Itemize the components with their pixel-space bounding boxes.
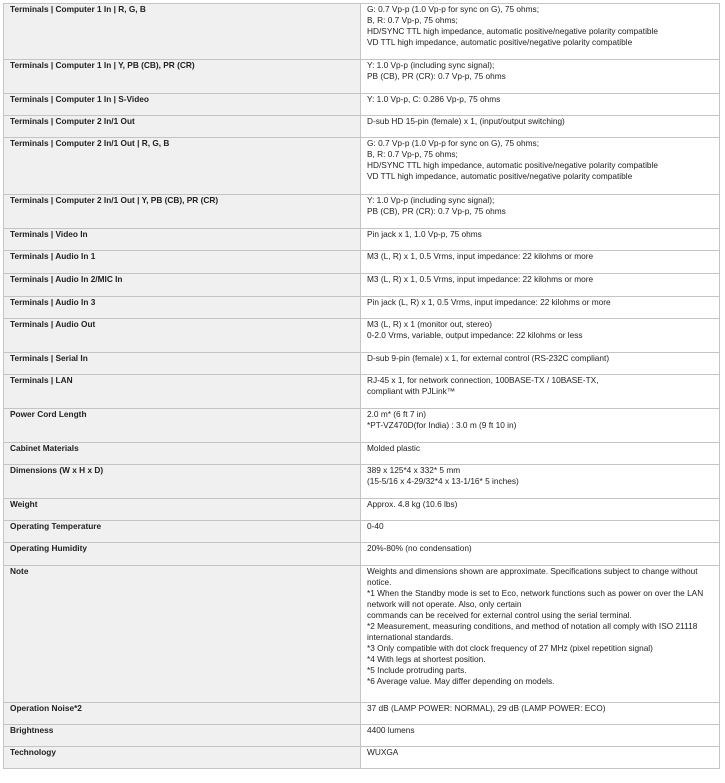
spec-label: Terminals | Video In: [4, 229, 361, 251]
spec-value-line: B, R: 0.7 Vp-p, 75 ohms;: [367, 149, 458, 159]
spec-value: [361, 297, 720, 319]
spec-row: [4, 60, 720, 94]
spec-row: [4, 409, 720, 443]
spec-value-line: (15-5/16 x 4-29/32*4 x 13-1/16* 5 inches): [367, 476, 519, 486]
spec-label: Power Cord Length: [4, 409, 361, 443]
spec-row: [4, 499, 720, 521]
spec-value-line: Y: 1.0 Vp-p (including sync signal);: [367, 195, 495, 205]
spec-row: [4, 297, 720, 319]
spec-label: Terminals | Audio In 1: [4, 251, 361, 274]
spec-row: [4, 543, 720, 566]
spec-value: [361, 229, 720, 251]
spec-table-body: [4, 4, 720, 769]
spec-value-line: PB (CB), PR (CR): 0.7 Vp-p, 75 ohms: [367, 71, 506, 81]
spec-label: Terminals | Audio In 3: [4, 297, 361, 319]
spec-value-line: WUXGA: [367, 747, 399, 757]
spec-value: [361, 94, 720, 116]
spec-value-line: *1 When the Standby mode is set to Eco, network functions such as power on over the LAN network will not operate. Also, only certain: [367, 588, 704, 609]
spec-value: [361, 138, 720, 195]
spec-value: [361, 195, 720, 229]
spec-value-line: 389 x 125*4 x 332* 5 mm: [367, 465, 461, 475]
spec-label: Dimensions (W x H x D): [4, 465, 361, 499]
spec-value-line: *PT-VZ470D(for India) : 3.0 m (9 ft 10 in): [367, 420, 517, 430]
spec-row: [4, 443, 720, 465]
spec-value-line: M3 (L, R) x 1, 0.5 Vrms, input impedance: 22 kilohms or more: [367, 274, 594, 284]
spec-row: [4, 4, 720, 60]
spec-value-line: 2.0 m* (6 ft 7 in): [367, 409, 427, 419]
spec-value-line: Approx. 4.8 kg (10.6 lbs): [367, 499, 458, 509]
spec-label: Terminals | Computer 2 In/1 Out: [4, 116, 361, 138]
spec-value-line: *5 Include protruding parts.: [367, 665, 467, 675]
spec-table: [3, 3, 720, 769]
spec-value: [361, 353, 720, 375]
spec-value-line: HD/SYNC TTL high impedance, automatic positive/negative polarity compatible: [367, 26, 658, 36]
spec-row: [4, 353, 720, 375]
spec-row: [4, 319, 720, 353]
spec-row: [4, 195, 720, 229]
spec-row: [4, 703, 720, 725]
spec-row: [4, 229, 720, 251]
spec-value-line: D-sub HD 15-pin (female) x 1, (input/output switching): [367, 116, 565, 126]
spec-value-line: M3 (L, R) x 1, 0.5 Vrms, input impedance: 22 kilohms or more: [367, 251, 594, 261]
spec-value-line: Pin jack (L, R) x 1, 0.5 Vrms, input impedance: 22 kilohms or more: [367, 297, 611, 307]
spec-value-line: HD/SYNC TTL high impedance, automatic positive/negative polarity compatible: [367, 160, 658, 170]
spec-label: Weight: [4, 499, 361, 521]
spec-label: Terminals | Computer 1 In | Y, PB (CB), PR (CR): [4, 60, 361, 94]
spec-value-line: Y: 1.0 Vp-p, C: 0.286 Vp-p, 75 ohms: [367, 94, 501, 104]
spec-value: [361, 703, 720, 725]
spec-value-line: Y: 1.0 Vp-p (including sync signal);: [367, 60, 495, 70]
spec-value-line: 0-2.0 Vrms, variable, output impedance: 22 kilohms or less: [367, 330, 583, 340]
spec-value-line: G: 0.7 Vp-p (1.0 Vp-p for sync on G), 75 ohms;: [367, 4, 540, 14]
spec-value-line: commands can be received for external control using the serial terminal.: [367, 610, 632, 620]
spec-label: Terminals | Computer 2 In/1 Out | R, G, B: [4, 138, 361, 195]
spec-label: Cabinet Materials: [4, 443, 361, 465]
spec-value-line: D-sub 9-pin (female) x 1, for external control (RS-232C compliant): [367, 353, 610, 363]
spec-value: [361, 521, 720, 543]
spec-label: Terminals | Computer 1 In | R, G, B: [4, 4, 361, 60]
spec-label: Note: [4, 566, 361, 703]
spec-value: [361, 319, 720, 353]
spec-value-line: *3 Only compatible with dot clock frequency of 27 MHz (pixel repetition signal): [367, 643, 653, 653]
spec-row: [4, 375, 720, 409]
spec-row: [4, 747, 720, 769]
spec-value-line: Molded plastic: [367, 443, 421, 453]
spec-value-line: PB (CB), PR (CR): 0.7 Vp-p, 75 ohms: [367, 206, 506, 216]
spec-value-line: G: 0.7 Vp-p (1.0 Vp-p for sync on G), 75 ohms;: [367, 138, 540, 148]
spec-row: [4, 94, 720, 116]
spec-row: [4, 138, 720, 195]
spec-value-line: RJ-45 x 1, for network connection, 100BASE-TX / 10BASE-TX,: [367, 375, 599, 385]
spec-value-line: VD TTL high impedance, automatic positive/negative polarity compatible: [367, 171, 633, 181]
spec-label: Operation Noise*2: [4, 703, 361, 725]
spec-value-line: 4400 lumens: [367, 725, 415, 735]
spec-row: [4, 251, 720, 274]
spec-value: [361, 409, 720, 443]
spec-value-line: 37 dB (LAMP POWER: NORMAL), 29 dB (LAMP POWER: ECO): [367, 703, 606, 713]
spec-row: [4, 521, 720, 543]
spec-label: Terminals | Audio Out: [4, 319, 361, 353]
spec-label: Terminals | Audio In 2/MIC In: [4, 274, 361, 297]
spec-row: [4, 116, 720, 138]
spec-value: [361, 251, 720, 274]
spec-value-line: *4 With legs at shortest position.: [367, 654, 486, 664]
spec-label: Technology: [4, 747, 361, 769]
spec-value: [361, 60, 720, 94]
spec-value-line: M3 (L, R) x 1 (monitor out, stereo): [367, 319, 492, 329]
spec-row: [4, 274, 720, 297]
spec-value-line: Pin jack x 1, 1.0 Vp-p, 75 ohms: [367, 229, 482, 239]
spec-label: Operating Temperature: [4, 521, 361, 543]
spec-value: [361, 375, 720, 409]
spec-value: [361, 566, 720, 703]
spec-value: [361, 499, 720, 521]
spec-label: Terminals | Computer 1 In | S-Video: [4, 94, 361, 116]
spec-value-line: compliant with PJLink™: [367, 386, 456, 396]
spec-value-line: Weights and dimensions shown are approximate. Specifications subject to change without notice.: [367, 566, 698, 587]
spec-value-line: VD TTL high impedance, automatic positive/negative polarity compatible: [367, 37, 633, 47]
spec-row: [4, 725, 720, 747]
spec-value-line: *6 Average value. May differ depending on models.: [367, 676, 555, 686]
spec-value: [361, 543, 720, 566]
spec-row: [4, 566, 720, 703]
spec-value: [361, 443, 720, 465]
spec-value: [361, 116, 720, 138]
spec-value: [361, 725, 720, 747]
spec-value-line: B, R: 0.7 Vp-p, 75 ohms;: [367, 15, 458, 25]
spec-value: [361, 465, 720, 499]
spec-row: [4, 465, 720, 499]
spec-label: Terminals | Serial In: [4, 353, 361, 375]
spec-value: [361, 4, 720, 60]
spec-value-line: 0-40: [367, 521, 384, 531]
spec-value-line: 20%-80% (no condensation): [367, 543, 472, 553]
spec-label: Operating Humidity: [4, 543, 361, 566]
spec-value-line: *2 Measurement, measuring conditions, and method of notation all comply with ISO 21118 international standards.: [367, 621, 698, 642]
spec-label: Terminals | Computer 2 In/1 Out | Y, PB (CB), PR (CR): [4, 195, 361, 229]
spec-label: Terminals | LAN: [4, 375, 361, 409]
spec-value: [361, 747, 720, 769]
spec-label: Brightness: [4, 725, 361, 747]
spec-value: [361, 274, 720, 297]
